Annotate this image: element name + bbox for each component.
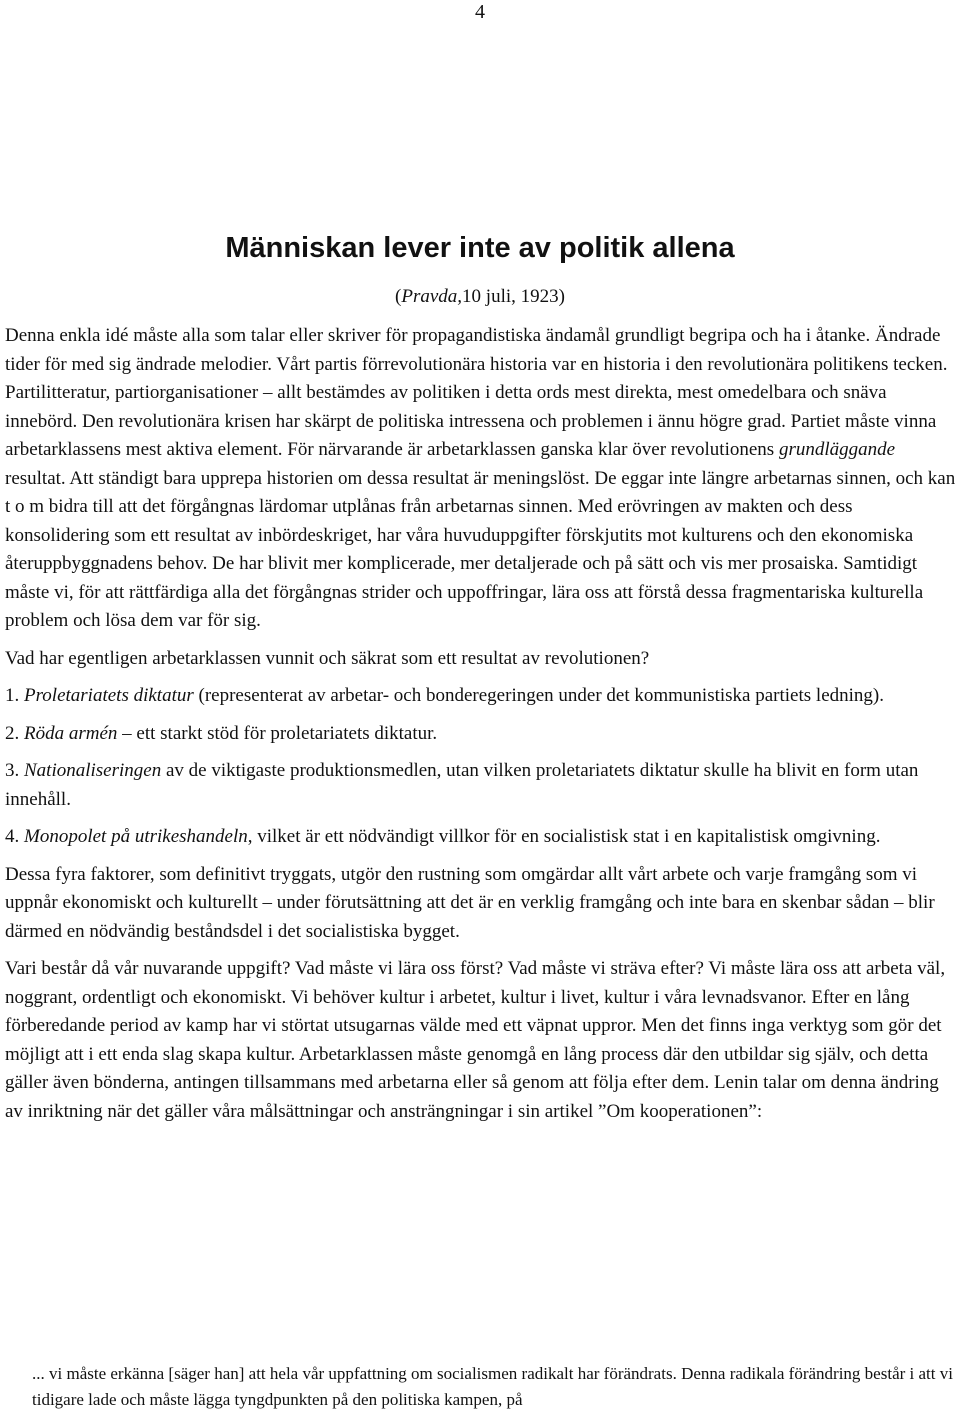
list-number: 2. [5,722,24,744]
source-publication: Pravda, [401,286,463,307]
paragraph [5,955,960,1126]
list-number: 3. [5,760,24,781]
list-number: 1. [5,685,24,706]
emphasis-run: grundläggande [778,439,896,460]
source-date: 10 juli, 1923) [462,286,565,307]
emphasis-run: Nationaliseringen [24,760,162,781]
list-item [5,682,960,711]
paragraph [5,645,960,674]
source-open-paren: ( [395,286,402,307]
text-run: Vari består då vår nuvarande uppgift? Vad måste vi lära oss först? Vad måste vi sträva efter? Vi måste lära oss att arbeta väl, noggrant, ordentligt och ekonomiskt. Vi behöver kultur i arbetet, kultur i livet, kultur i våra levnadsvanor. Efter en lång förberedande period av kamp har vi störtat utsugarnas välde med ett väpnat uppror. Men det finns inga verktyg som gör det möjligt att i ett enda slag skapa kultur. Arbetarklassen måste genomgå en lång process där den utbildar sig själv, och detta gäller även bönderna, antingen tillsammans med arbetarna eller så genom att följa efter dem. Lenin talar om denna ändring av inriktning när det gäller våra målsättningar och ansträngningar i sin artikel ”Om kooperationen”: [5,958,946,1122]
list-number: 4. [5,826,24,847]
text-run: , vilket är ett nödvändigt villkor för en socialistisk stat i en kapitalistisk omgivning. [247,826,881,847]
article-body [5,322,960,1135]
article-title: Människan lever inte av politik allena [225,232,735,264]
list-item [5,720,960,749]
emphasis-run: Proletariatets diktatur [24,685,194,706]
text-run: av de viktigaste produktionsmedlen, utan vilken proletariatets diktatur skulle ha blivit en form utan innehåll. [5,760,919,810]
article-source-line [0,285,960,309]
emphasis-run: Röda armén [24,722,118,744]
paragraph [5,861,960,947]
text-run: Denna enkla idé måste alla som talar eller skriver för propagandistiska ändamål grundligt begripa och ha i åtanke. Ändrade tider för med sig ändrade melodier. Vårt partis förrevolutionära historia var en historia i den revolutionära politikens tecken. Partilitteratur, partiorganisationer – allt bestämdes av politiken i detta ords mest direkta, mest omedelbara och snäva innebörd. Den revolutionära krisen har skärpt de politiska intressena och problemen i ännu högre grad. Partiet måste vinna arbetarklassens mest aktiva element. För närvarande är arbetarklassen ganska klar över revolutionens [5,325,948,460]
text-run: Dessa fyra faktorer, som definitivt tryggats, utgör den rustning som omgärdar allt vårt arbete och varje framgång som vi uppnår ekonomiskt och kulturellt – under förutsättning att det är en verklig framgång och inte bara en skenbar sådan – blir därmed en nödvändig beståndsdel i det socialistiska bygget. [5,863,935,942]
text-run: Vad har egentligen arbetarklassen vunnit och säkrat som ett resultat av revolutionen? [5,647,650,669]
text-run: (representerat av arbetar- och bonderegeringen under det kommunistiska partiets ledning). [193,685,884,706]
page-number: 4 [475,1,485,23]
block-quote: ... vi måste erkänna [säger han] att hela vår uppfattning om socialismen radikalt har förändrats. Denna radikala förändring består i att vi tidigare lade och måste lägga tyngdpunkten på den politiska kampen, på [32,1364,953,1409]
list-item [5,757,960,814]
text-run: resultat. Att ständigt bara upprepa historien om dessa resultat är meningslöst. De eggar inte längre arbetarnas sinnen, och kan t o m bidra till att det förgångnas lärdomar utplånas från arbetarnas sinnen. Med erövringen av makten och dess konsolidering som ett resultat av inbördeskriget, har våra huvuduppgifter förskjutits mot kulturens och den ekonomiska återuppbyggnadens behov. De har blivit mer komplicerade, mer detaljerade och på sätt och vis mer prosaiska. Samtidigt måste vi, för att rättfärdiga alla det förgångnas strider och uppoffringar, lära oss att förstå dessa fragmentariska kulturella problem och lösa dem var för sig. [5,467,956,631]
emphasis-run: Monopolet på utrikeshandeln [24,826,248,847]
text-run: – ett starkt stöd för proletariatets diktatur. [117,722,438,744]
paragraph [5,322,960,636]
list-item [5,823,960,852]
